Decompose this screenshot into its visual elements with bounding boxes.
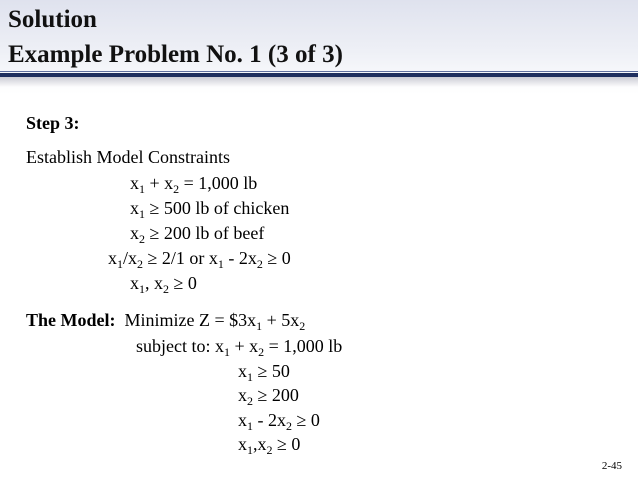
slide-title-line2: Example Problem No. 1 (3 of 3) <box>8 41 343 68</box>
model-constraint-2: $x_2 \ge 200$ <box>238 385 299 408</box>
model-objective: The Model: Minimize $Z = \$3x_1 + 5x_2$ <box>26 310 306 333</box>
constraint-4: $x_1/x_2 \ge 2/1$ or $x_1 - 2x_2 \ge 0$ <box>108 248 291 271</box>
page-number: 2-45 <box>601 460 622 472</box>
model-label: The Model: <box>26 310 116 330</box>
constraint-2: $x_1 \ge 500$ lb of chicken <box>130 198 290 221</box>
step-label: Step 3: <box>26 113 80 133</box>
constraint-5: $x_1$, $x_2 \ge 0$ <box>130 273 197 296</box>
model-constraint-4: $x_1,x_2 \ge 0$ <box>238 434 301 457</box>
model-constraint-3: $x_1 - 2x_2 \ge 0$ <box>238 410 320 433</box>
title-divider-thin <box>0 71 638 72</box>
constraint-1: $x_1 + x_2 = 1,000$ lb <box>130 173 258 196</box>
constraint-3: $x_2 \ge 200$ lb of beef <box>130 223 265 246</box>
title-divider-shadow <box>0 77 638 87</box>
step-heading: Establish Model Constraints <box>26 147 230 167</box>
slide-title-line1: Solution <box>8 6 97 33</box>
model-constraint-1: $x_1 \ge 50$ <box>238 361 290 384</box>
model-subject-to: subject to: $x_1 + x_2 = 1,000$ lb <box>136 336 343 359</box>
